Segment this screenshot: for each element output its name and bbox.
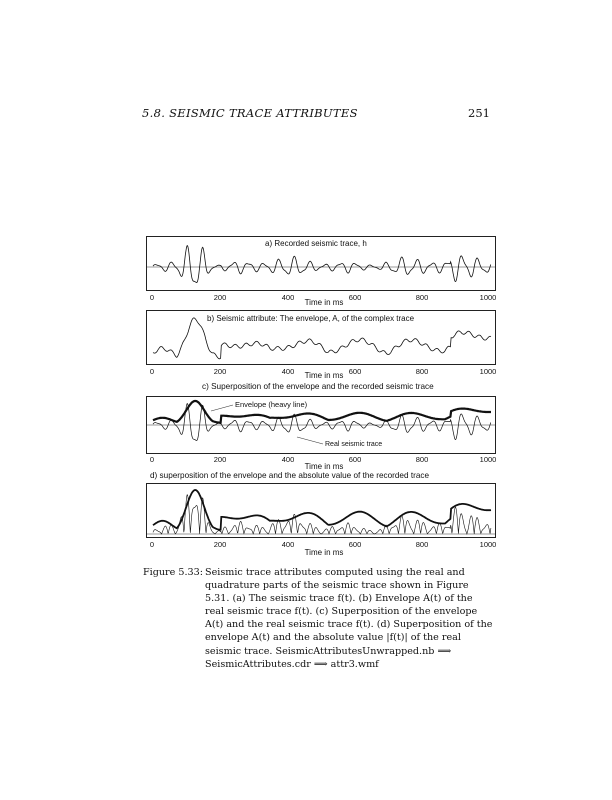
annotation-real-trace: Real seismic trace	[325, 441, 383, 448]
tick-a-0: 0	[149, 293, 155, 302]
tick-d-600: 600	[348, 540, 362, 549]
tick-c-400: 400	[281, 455, 295, 464]
panel-b-title: b) Seismic attribute: The envelope, A, of the complex trace	[207, 314, 415, 323]
tick-d-0: 0	[149, 540, 155, 549]
panel-d-envelope-line	[153, 490, 491, 530]
tick-c-800: 800	[415, 455, 429, 464]
panel-c-envelope-pointer	[211, 405, 233, 411]
caption-label: Figure 5.33:	[143, 567, 203, 578]
tick-b-0: 0	[149, 367, 155, 376]
tick-d-400: 400	[281, 540, 295, 549]
panel-a-plot	[146, 236, 496, 291]
panel-a-xlabel: Time in ms	[304, 298, 344, 307]
tick-b-600: 600	[348, 367, 362, 376]
tick-c-1000: 1000	[479, 455, 497, 464]
panel-d-plot	[146, 483, 496, 538]
tick-b-800: 800	[415, 367, 429, 376]
panel-c-xlabel: Time in ms	[304, 462, 344, 471]
tick-d-800: 800	[415, 540, 429, 549]
running-header-section: 5.8. SEISMIC TRACE ATTRIBUTES	[142, 106, 358, 120]
tick-c-0: 0	[149, 455, 155, 464]
panel-c-trace-pointer	[297, 437, 323, 444]
panel-a-trace-line	[153, 246, 491, 283]
panel-c-plot	[146, 396, 496, 454]
tick-c-600: 600	[348, 455, 362, 464]
page-number: 251	[468, 106, 490, 120]
panel-a-title: a) Recorded seismic trace, h	[265, 239, 367, 248]
panel-d-title: d) superposition of the envelope and the absolute value of the recorded trace	[150, 471, 430, 480]
tick-c-200: 200	[213, 455, 227, 464]
tick-a-200: 200	[213, 293, 227, 302]
tick-a-400: 400	[281, 293, 295, 302]
annotation-envelope: Envelope (heavy line)	[235, 400, 308, 409]
tick-a-1000: 1000	[479, 293, 497, 302]
caption-text: Seismic trace attributes computed using the real and quadrature parts of the seismic trace shown in Figure 5.31. (a) The seismic trace f(t). (b) Envelope A(t) of the real seismic trace f(t). (c) Superposition of the envelope A(t) and the real seismic trace f(t). (d) Superposition of the envelope A(t) and the absolute value |f(t)| of the real seismic trace. SeismicAttributesUnwrapped.nb ⟹ SeismicAttributes.cdr ⟹ attr3.wmf	[205, 567, 493, 670]
panel-c-title: c) Superposition of the envelope and the recorded seismic trace	[202, 382, 434, 391]
panel-d-svg	[147, 484, 495, 537]
panel-c-envelope-line	[153, 401, 491, 423]
panel-b-xlabel: Time in ms	[304, 371, 344, 380]
panel-c-svg	[147, 397, 495, 453]
panel-b-plot	[146, 310, 496, 365]
tick-d-1000: 1000	[479, 540, 497, 549]
tick-b-1000: 1000	[479, 367, 497, 376]
tick-b-200: 200	[213, 367, 227, 376]
panel-d-xlabel: Time in ms	[304, 548, 344, 557]
figure-caption	[143, 566, 493, 671]
tick-b-400: 400	[281, 367, 295, 376]
panel-b-envelope-line	[153, 318, 491, 359]
tick-a-600: 600	[348, 293, 362, 302]
tick-a-800: 800	[415, 293, 429, 302]
panel-d-absolute-trace-line	[153, 495, 491, 534]
tick-d-200: 200	[213, 540, 227, 549]
